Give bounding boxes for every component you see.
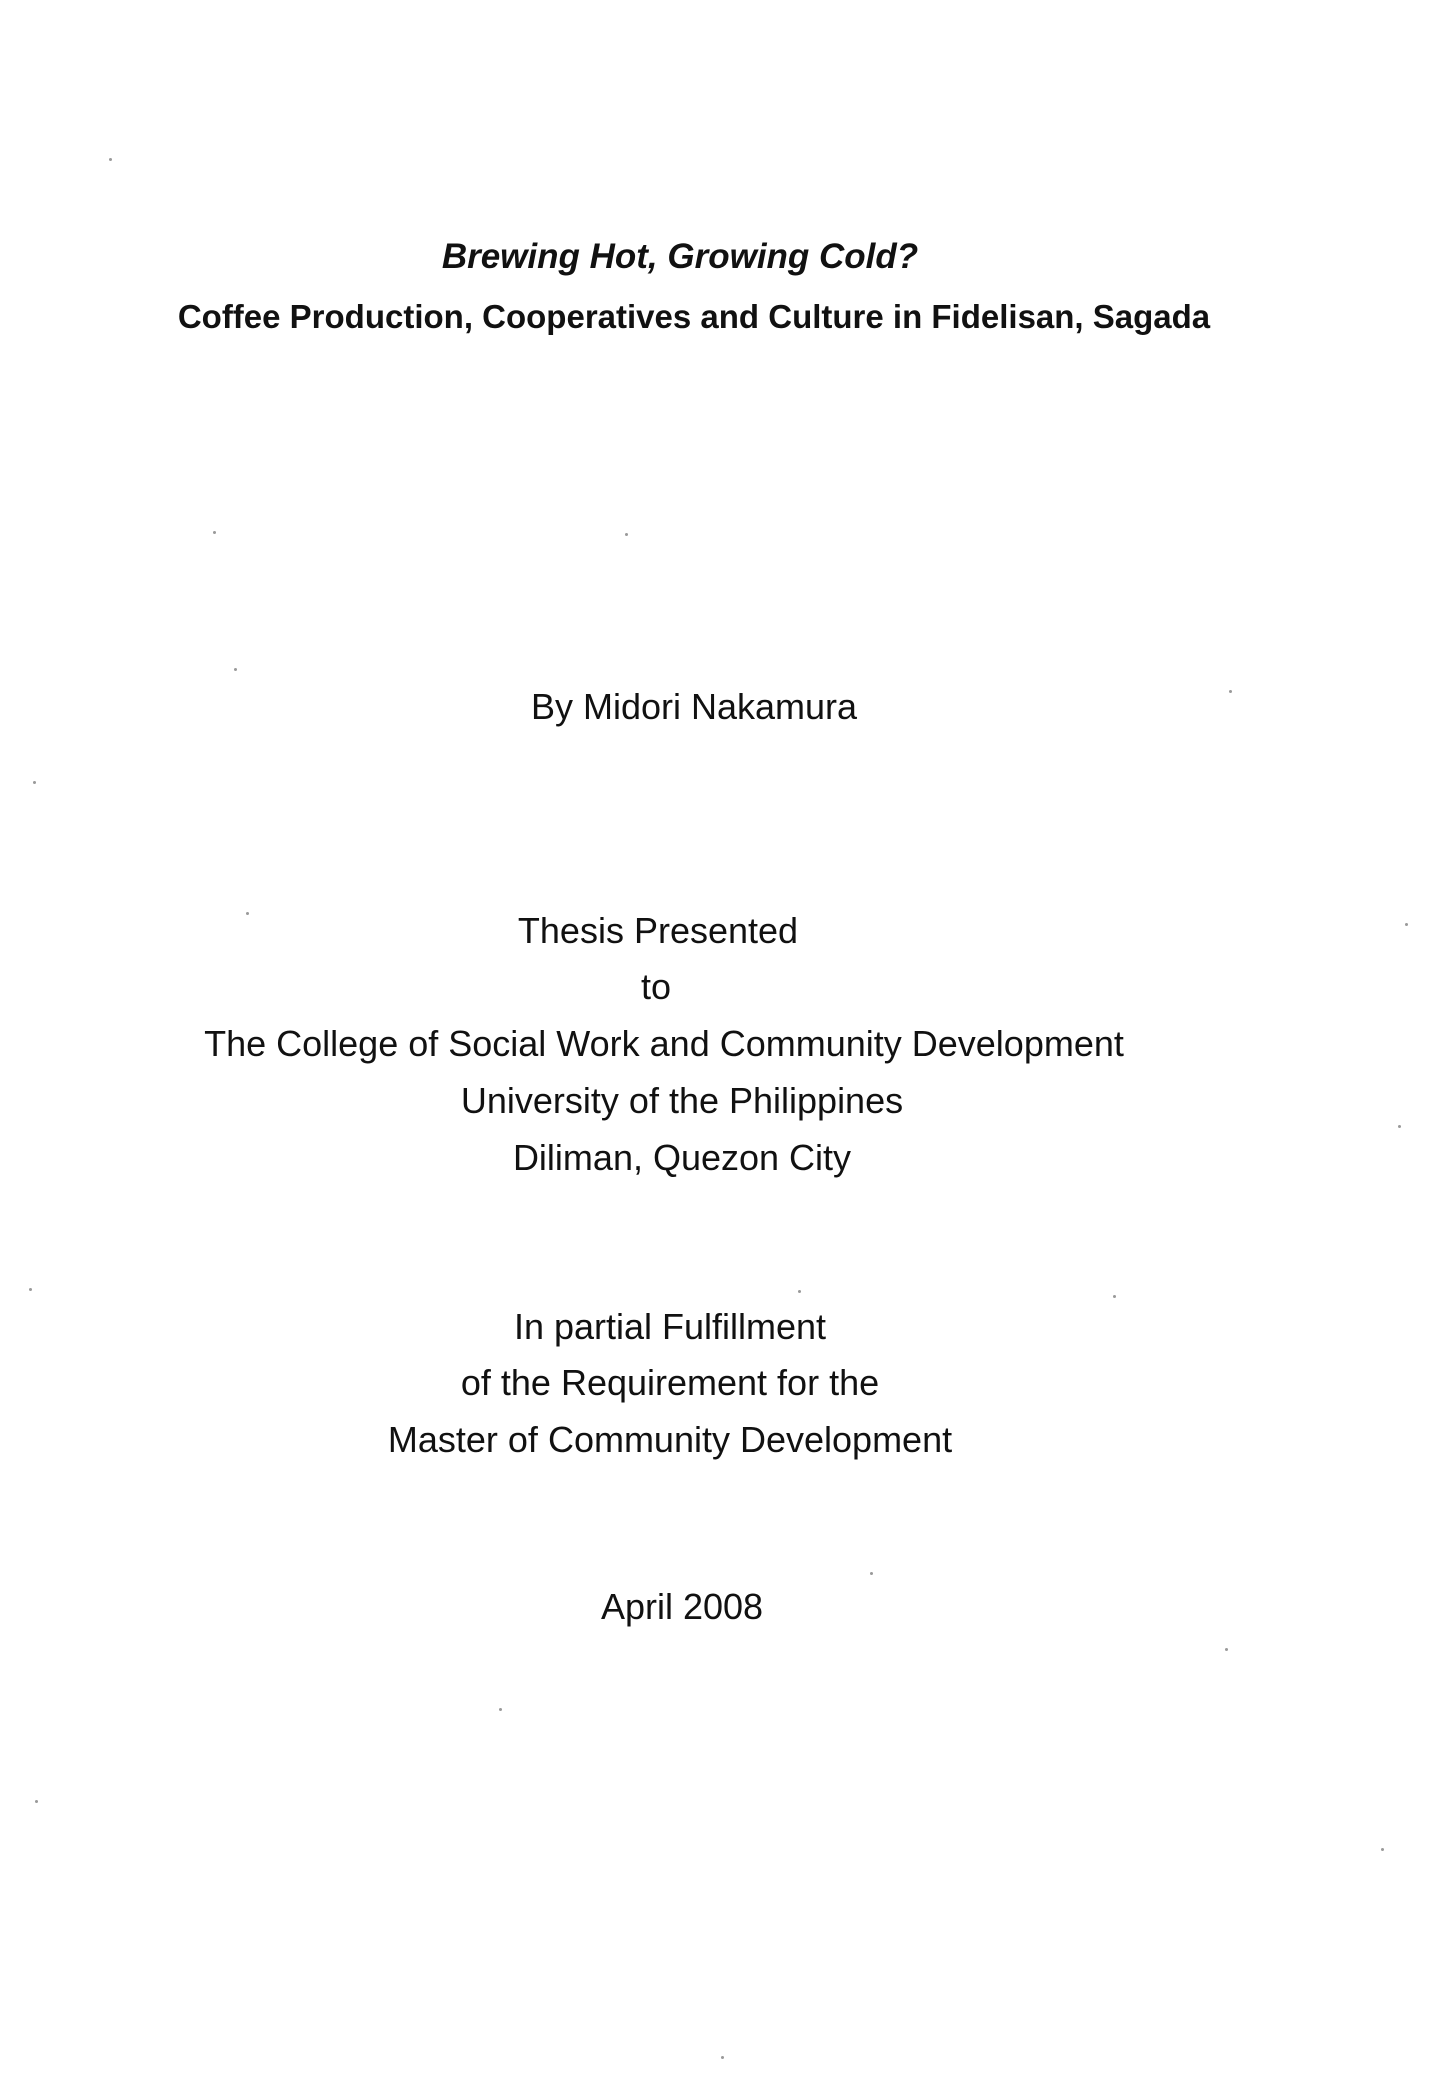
to-line: to bbox=[640, 966, 672, 1007]
scan-speck bbox=[1113, 1295, 1116, 1298]
fulfillment-line: In partial Fulfillment bbox=[513, 1306, 827, 1347]
thesis-subtitle: Coffee Production, Cooperatives and Culture in Fidelisan, Sagada bbox=[177, 298, 1211, 335]
scan-speck bbox=[798, 1290, 801, 1293]
scan-speck bbox=[1229, 690, 1232, 693]
scan-speck bbox=[1381, 1848, 1384, 1851]
submission-date: April 2008 bbox=[600, 1586, 764, 1627]
scan-speck bbox=[721, 2056, 724, 2059]
scan-speck bbox=[1398, 1125, 1401, 1128]
scan-speck bbox=[234, 668, 237, 671]
degree-name: Master of Community Development bbox=[387, 1419, 953, 1460]
scan-speck bbox=[29, 1288, 32, 1291]
scan-speck bbox=[246, 912, 249, 915]
requirement-line: of the Requirement for the bbox=[460, 1362, 880, 1403]
thesis-title: Brewing Hot, Growing Cold? bbox=[441, 237, 919, 276]
scan-speck bbox=[33, 781, 36, 784]
scan-speck bbox=[35, 1800, 38, 1803]
university-name: University of the Philippines bbox=[460, 1080, 904, 1121]
scan-speck bbox=[213, 531, 216, 534]
scan-speck bbox=[1405, 923, 1408, 926]
thesis-presented-line: Thesis Presented bbox=[517, 910, 799, 951]
college-name: The College of Social Work and Community Development bbox=[204, 1023, 1124, 1064]
scan-speck bbox=[109, 158, 112, 161]
scan-speck bbox=[625, 533, 628, 536]
university-location: Diliman, Quezon City bbox=[512, 1137, 852, 1178]
scan-speck bbox=[1225, 1648, 1228, 1651]
scan-speck bbox=[870, 1572, 873, 1575]
scan-speck bbox=[499, 1708, 502, 1711]
author-line: By Midori Nakamura bbox=[530, 686, 858, 727]
